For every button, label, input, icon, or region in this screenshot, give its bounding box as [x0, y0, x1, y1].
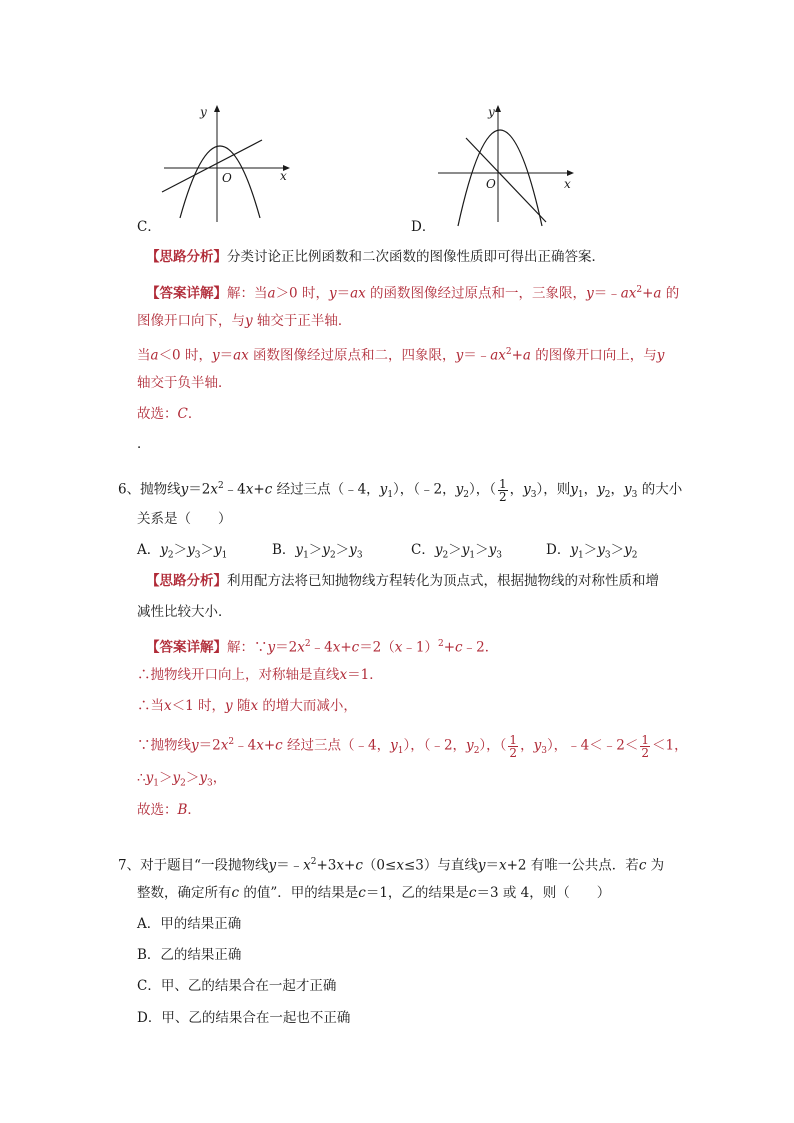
q7-stem-line-2: 整数，确定所有c 的值”．甲的结果是c＝1，乙的结果是c＝3 或 4，则（ ） — [137, 885, 611, 901]
line-curve — [162, 140, 262, 192]
q5-detail-line-2: 图像开口向下，与y 轴交于正半轴． — [137, 313, 352, 329]
fraction-half: $\frac{1}{2}$ — [641, 732, 650, 760]
parabola-curve — [458, 130, 542, 226]
y-axis-label: y — [200, 105, 207, 119]
q6-stem-line-2: 关系是（ ） — [137, 511, 232, 527]
origin-label: O — [222, 171, 232, 185]
y-axis-arrow — [214, 105, 220, 112]
graph-c-label: C． — [137, 219, 161, 235]
detail-tag: 【答案详解】 — [146, 639, 227, 656]
x-axis-label: x — [280, 169, 287, 183]
q6-option-c[interactable]: C．$y_2>y_1>y_3$ — [411, 542, 502, 561]
q7-stem-line-1: 7、对于题目“一段抛物线$y=﹣x^2+3x+c(0\le x\le 3)$与直线y＝x+2 有唯一公共点．若c 为 — [118, 857, 665, 874]
graph-d — [436, 100, 586, 225]
analysis-tag: 【思路分析】 — [146, 573, 227, 589]
fraction-half: $\frac{1}{2}$ — [499, 476, 507, 504]
q7-option-c[interactable]: C．甲、乙的结果合在一起才正确 — [137, 978, 337, 994]
q6-detail-line-2: ∴抛物线开口向上，对称轴是直线x＝1． — [137, 667, 383, 683]
graph-c — [150, 100, 300, 225]
q6-analysis-line-1: 【思路分析】利用配方法将已知抛物线方程转化为顶点式，根据抛物线的对称性质和增 — [146, 573, 659, 589]
x-axis-arrow — [567, 170, 574, 176]
q5-end-dot: ． — [137, 436, 151, 452]
y-axis-arrow — [495, 105, 501, 112]
graph-d-label: D． — [411, 219, 436, 235]
q6-answer: 故选：B． — [137, 802, 201, 818]
q6-detail-line-3: ∴当x＜1 时，y 随x 的增大而减小， — [137, 698, 357, 714]
q5-detail-line-4: 轴交于负半轴． — [137, 375, 232, 391]
q6-detail-line-1: 【答案详解】解：$\because y=2x^2﹣4x+c=2(x﹣1)^2+c﹣2$． — [146, 639, 499, 656]
q6-detail-line-5: $\therefore y_1>y_2>y_3$， — [137, 770, 227, 789]
q5-detail-line-3: 当a＜0 时，y＝ax 函数图像经过原点和二，四象限，$y=﹣ax^2+a$ 的图像开口向上，与y — [137, 347, 665, 364]
parabola-curve — [180, 146, 260, 218]
q7-option-b[interactable]: B．乙的结果正确 — [137, 947, 242, 963]
q6-option-d[interactable]: D．$y_1>y_3>y_2$ — [546, 542, 638, 561]
origin-label: O — [486, 177, 496, 191]
q5-analysis: 【思路分析】分类讨论正比例函数和二次函数的图像性质即可得出正确答案． — [146, 249, 605, 265]
q6-analysis-line-2: 减性比较大小． — [137, 604, 232, 620]
line-curve — [466, 138, 546, 222]
y-axis-label: y — [488, 105, 495, 119]
q6-stem-line-1: 6、抛物线$y=2x^2﹣4x+c$ 经过三点（﹣4，$y_1$），（﹣2，$y_2$），（ $\frac{1}{2}$ ，$y_3$），则$y_1$，$y_2$，$y_3$ 的大小 — [118, 476, 683, 504]
q6-detail-line-4: ∵抛物线$y=2x^2﹣4x+c$ 经过三点（﹣4，$y_1$），（﹣2，$y_2$），（ $\frac{1}{2}$ ，$y_3$），﹣4＜﹣2＜ $\frac{1}{2}$ ＜1， — [137, 732, 688, 760]
q7-option-d[interactable]: D．甲、乙的结果合在一起也不正确 — [137, 1010, 351, 1026]
fraction-half: $\frac{1}{2}$ — [509, 732, 518, 760]
detail-tag: 【答案详解】 — [146, 285, 227, 302]
q5-answer: 故选：C． — [137, 406, 202, 422]
q6-option-b[interactable]: B．$y_1>y_2>y_3$ — [272, 542, 363, 561]
x-axis-label: x — [564, 177, 571, 191]
analysis-tag: 【思路分析】 — [146, 249, 227, 265]
q6-option-a[interactable]: A．$y_2>y_3>y_1$ — [137, 542, 228, 561]
q7-option-a[interactable]: A．甲的结果正确 — [137, 916, 242, 932]
q5-detail-line-1: 【答案详解】解：当a＞0 时，y＝ax 的函数图像经过原点和一，三象限，$y=﹣ax^2+a$ 的 — [146, 285, 680, 302]
